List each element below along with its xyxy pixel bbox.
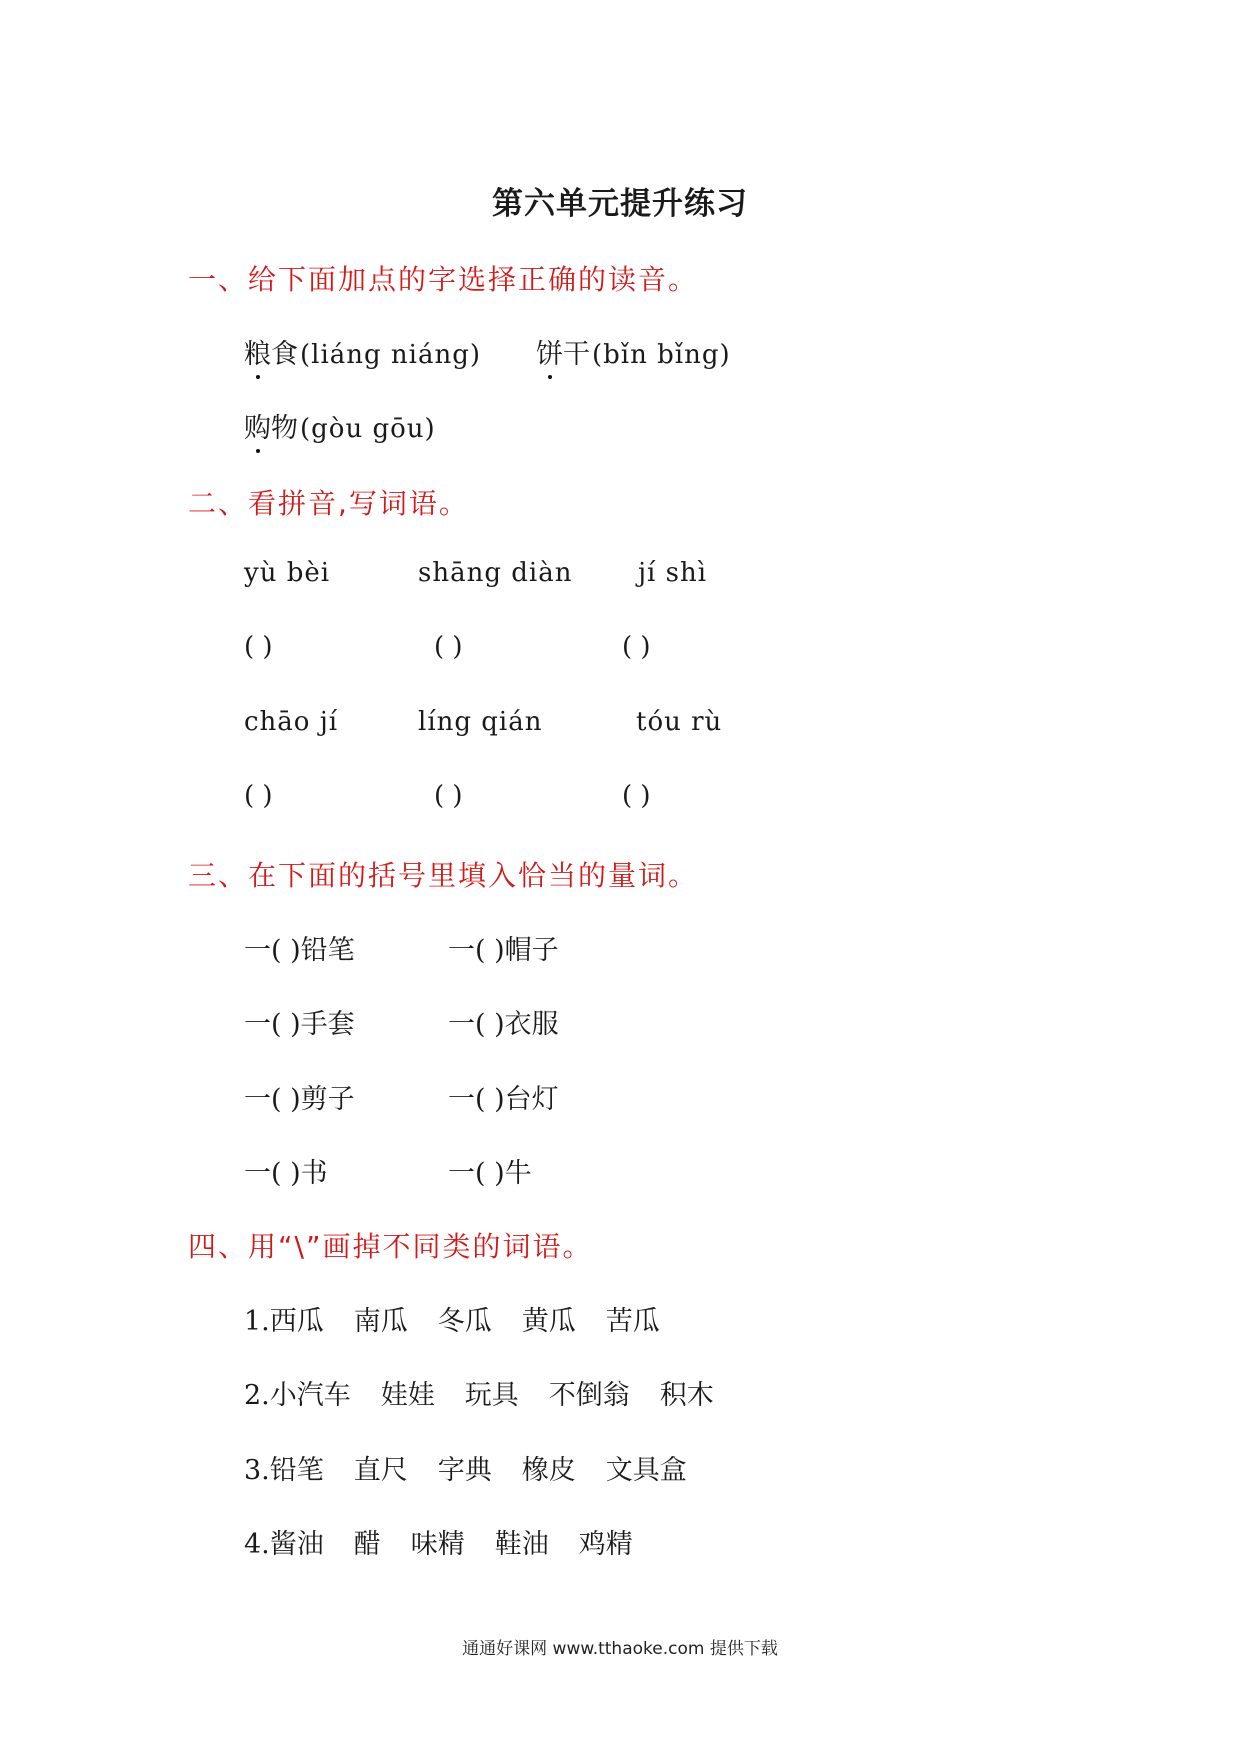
dotted-char: 饼	[536, 332, 563, 371]
word-group-3	[244, 1448, 687, 1487]
word[interactable]: 冬瓜	[437, 1306, 492, 1337]
word-group-2	[244, 1373, 714, 1412]
noun: 台灯	[504, 1084, 559, 1115]
measure-word-item	[244, 928, 355, 967]
pinyin-options: (liáng niáng)	[300, 340, 482, 370]
section-2-heading: 二、看拼音,写词语。	[188, 487, 469, 520]
noun: 帽子	[504, 935, 559, 966]
char-rest: 物	[271, 413, 298, 444]
word[interactable]: 铅笔	[269, 1455, 324, 1486]
pinyin-word: jí shì	[638, 558, 708, 588]
word[interactable]: 黄瓜	[521, 1306, 576, 1337]
answer-blank[interactable]: 一( )	[448, 935, 505, 966]
word[interactable]: 玩具	[464, 1380, 519, 1411]
pinyin-word: chāo jí	[244, 707, 339, 737]
noun: 铅笔	[300, 935, 355, 966]
word[interactable]: 字典	[437, 1455, 492, 1486]
answer-blank[interactable]: ( )	[434, 632, 463, 662]
pronunciation-item-3	[244, 406, 436, 445]
word[interactable]: 鞋油	[494, 1529, 549, 1560]
answer-blank[interactable]: 一( )	[448, 1009, 505, 1040]
page-title: 第六单元提升练习	[492, 186, 748, 222]
pinyin-options: (bǐn bǐng)	[592, 340, 731, 370]
answer-blank[interactable]: ( )	[434, 781, 463, 811]
word[interactable]: 直尺	[353, 1455, 408, 1486]
section-3-heading: 三、在下面的括号里填入恰当的量词。	[188, 859, 699, 892]
measure-word-item	[448, 1002, 559, 1041]
word[interactable]: 西瓜	[269, 1306, 324, 1337]
footer-credit: 通通好课网 www.tthaoke.com 提供下载	[462, 1639, 778, 1659]
word-group-4	[244, 1522, 633, 1561]
pinyin-word: tóu rù	[636, 707, 723, 737]
answer-blank[interactable]: ( )	[244, 781, 273, 811]
item-number: 4.	[244, 1529, 270, 1560]
char-rest: 食	[271, 339, 298, 370]
word-group-1	[244, 1299, 660, 1338]
item-number: 1.	[244, 1306, 270, 1337]
pinyin-word: shāng diàn	[418, 558, 573, 588]
measure-word-item	[448, 1077, 559, 1116]
noun: 剪子	[300, 1084, 355, 1115]
answer-blank[interactable]: ( )	[244, 632, 273, 662]
pronunciation-item-2	[536, 332, 731, 371]
pronunciation-item-1	[244, 332, 481, 371]
measure-word-item	[448, 1151, 532, 1190]
pinyin-word: yù bèi	[244, 558, 331, 588]
word[interactable]: 醋	[353, 1529, 381, 1560]
answer-blank[interactable]: 一( )	[448, 1084, 505, 1115]
item-number: 3.	[244, 1455, 270, 1486]
word[interactable]: 味精	[410, 1529, 465, 1560]
dotted-char: 粮	[244, 332, 271, 371]
word[interactable]: 鸡精	[578, 1529, 633, 1560]
dotted-char: 购	[244, 406, 271, 445]
word[interactable]: 积木	[659, 1380, 714, 1411]
word[interactable]: 娃娃	[380, 1380, 435, 1411]
word[interactable]: 不倒翁	[548, 1380, 630, 1411]
pinyin-word: líng qián	[418, 707, 543, 737]
answer-blank[interactable]: 一( )	[244, 1009, 301, 1040]
char-rest: 干	[563, 339, 590, 370]
measure-word-item	[244, 1002, 355, 1041]
measure-word-item	[244, 1151, 328, 1190]
noun: 衣服	[504, 1009, 559, 1040]
answer-blank[interactable]: 一( )	[244, 935, 301, 966]
section-1-heading: 一、给下面加点的字选择正确的读音。	[188, 263, 699, 296]
word[interactable]: 橡皮	[521, 1455, 576, 1486]
word[interactable]: 文具盒	[605, 1455, 687, 1486]
noun: 牛	[504, 1158, 532, 1189]
answer-blank[interactable]: 一( )	[244, 1158, 301, 1189]
answer-blank[interactable]: 一( )	[244, 1084, 301, 1115]
word[interactable]: 小汽车	[269, 1380, 351, 1411]
word[interactable]: 酱油	[269, 1529, 324, 1560]
pinyin-options: (gòu gōu)	[300, 414, 436, 444]
section-4-heading: 四、用“\”画掉不同类的词语。	[188, 1230, 593, 1263]
measure-word-item	[244, 1077, 355, 1116]
measure-word-item	[448, 928, 559, 967]
noun: 书	[300, 1158, 328, 1189]
noun: 手套	[300, 1009, 355, 1040]
word[interactable]: 苦瓜	[605, 1306, 660, 1337]
answer-blank[interactable]: ( )	[622, 781, 651, 811]
answer-blank[interactable]: 一( )	[448, 1158, 505, 1189]
answer-blank[interactable]: ( )	[622, 632, 651, 662]
item-number: 2.	[244, 1380, 270, 1411]
word[interactable]: 南瓜	[353, 1306, 408, 1337]
